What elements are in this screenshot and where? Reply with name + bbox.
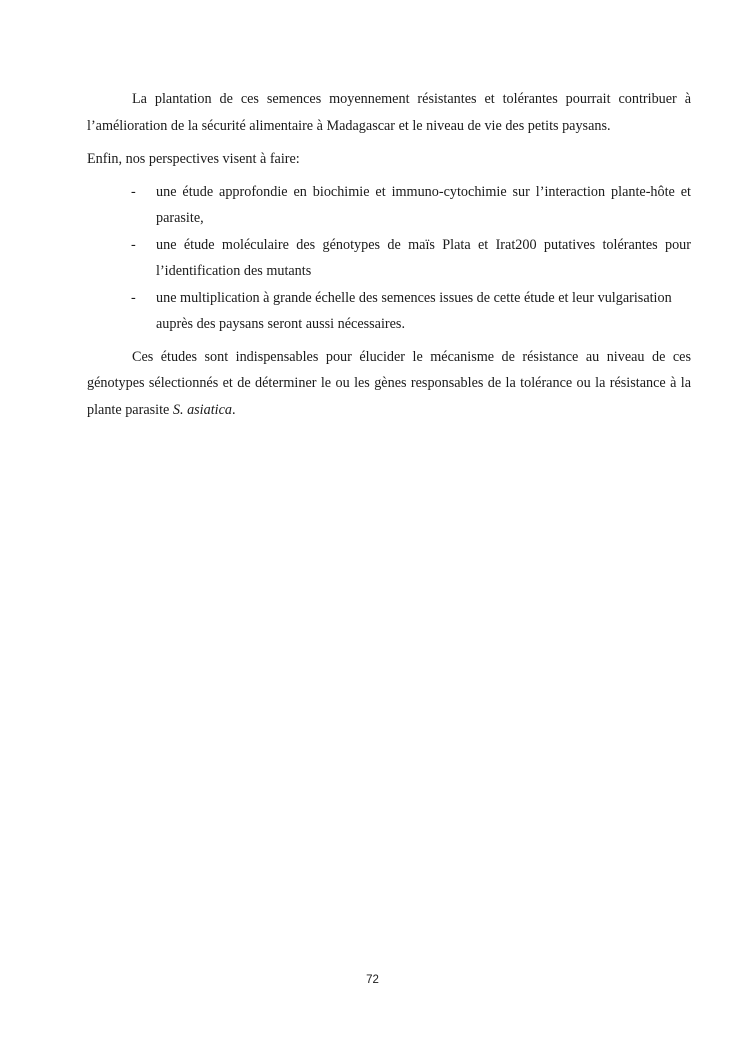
paragraph-studies: [87, 344, 691, 424]
bullet-dash: -: [131, 183, 136, 200]
paragraph-studies-text: Ces études sont indispensables pour élucider le mécanisme de résistance au niveau de ces génotypes sélectionnés et de déterminer le ou les gènes responsables de la tolérance ou la résistance à la plante parasite: [87, 348, 691, 418]
page-body: [87, 86, 691, 423]
page-number: 72: [366, 974, 379, 986]
species-name: S. asiatica: [172, 401, 232, 418]
list-item: [87, 179, 691, 232]
paragraph-perspectives-intro: Enfin, nos perspectives visent à faire:: [87, 151, 300, 167]
list-item-text: une multiplication à grande échelle des semences issues de cette étude et leur vulgarisation auprès des paysans seront aussi nécessaires.: [156, 289, 672, 332]
list-item-text: une étude moléculaire des génotypes de maïs Plata et Irat200 putatives tolérantes pour l’identification des mutants: [156, 236, 691, 279]
list-item-text: une étude approfondie en biochimie et immuno-cytochimie sur l’interaction plante-hôte et parasite,: [156, 183, 691, 226]
perspectives-list: [87, 179, 691, 338]
paragraph-conclusion: La plantation de ces semences moyennement résistantes et tolérantes pourrait contribuer à l’amélioration de la sécurité alimentaire à Madagascar et le niveau de vie des petits paysans.: [87, 91, 691, 134]
paragraph-studies-end: .: [232, 401, 236, 418]
bullet-dash: -: [131, 289, 136, 306]
list-item: [87, 285, 691, 338]
list-item: [87, 232, 691, 285]
bullet-dash: -: [131, 236, 136, 253]
